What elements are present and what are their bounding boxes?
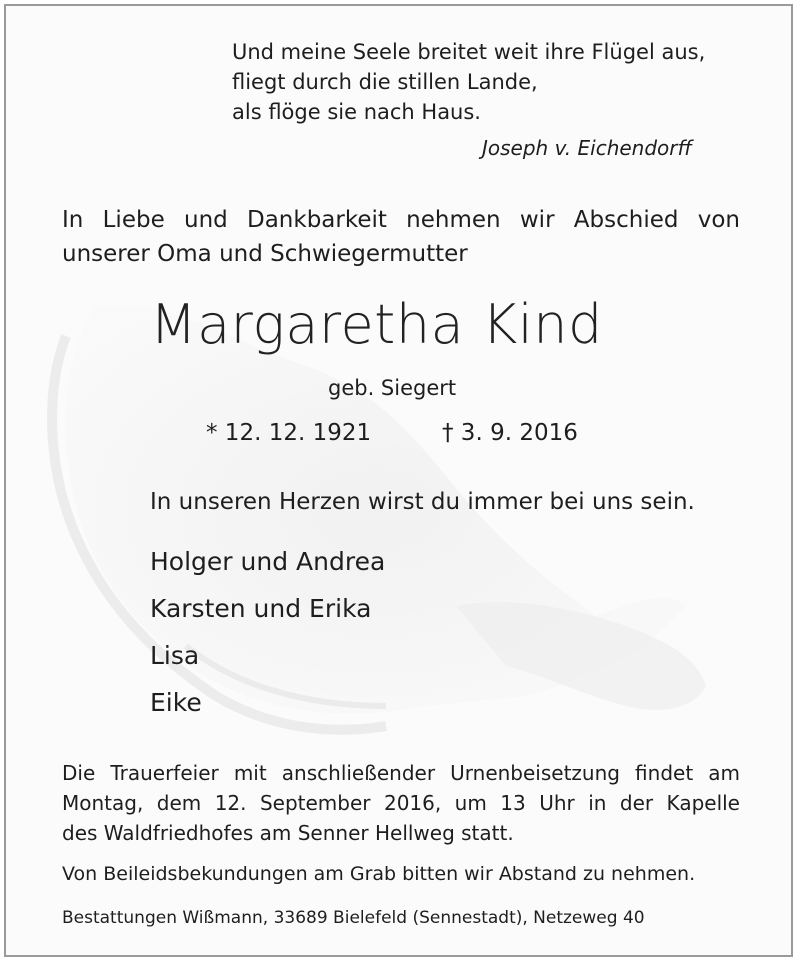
deceased-name: Margaretha Kind — [150, 293, 603, 356]
undertaker-info: Bestattungen Wißmann, 33689 Bielefeld (Sennestadt), Netzeweg 40 — [62, 908, 645, 928]
poem-line-1: Und meine Seele breitet weit ihre Flügel aus, — [232, 40, 706, 64]
birth-date: * 12. 12. 1921 — [206, 420, 372, 446]
memorial-quote: In unseren Herzen wirst du immer bei uns sein. — [150, 489, 695, 515]
ceremony-line-1: Die Trauerfeier mit anschließender Urnenbeisetzung findet am — [62, 761, 740, 785]
birth-name: geb. Siegert — [328, 376, 457, 400]
ceremony-line-2: Montag, dem 12. September 2016, um 13 Uhr in der Kapelle — [62, 791, 740, 815]
family-member: Holger und Andrea — [150, 547, 386, 576]
family-member: Lisa — [150, 641, 200, 670]
obituary-notice — [4, 4, 793, 957]
death-date: † 3. 9. 2016 — [442, 420, 578, 446]
poem-author: Joseph v. Eichendorff — [482, 136, 692, 160]
poem-line-3: als flöge sie nach Haus. — [232, 100, 481, 124]
ceremony-line-3: des Waldfriedhofes am Senner Hellweg statt. — [62, 821, 514, 845]
poem-line-2: fliegt durch die stillen Lande, — [232, 70, 538, 94]
condolence-note: Von Beileidsbekundungen am Grab bitten wir Abstand zu nehmen. — [62, 863, 696, 885]
intro-line-1: In Liebe und Dankbarkeit nehmen wir Abschied von — [62, 207, 740, 233]
intro-line-2: unserer Oma und Schwiegermutter — [62, 241, 468, 267]
family-member: Karsten und Erika — [150, 594, 372, 623]
family-member: Eike — [150, 688, 202, 717]
